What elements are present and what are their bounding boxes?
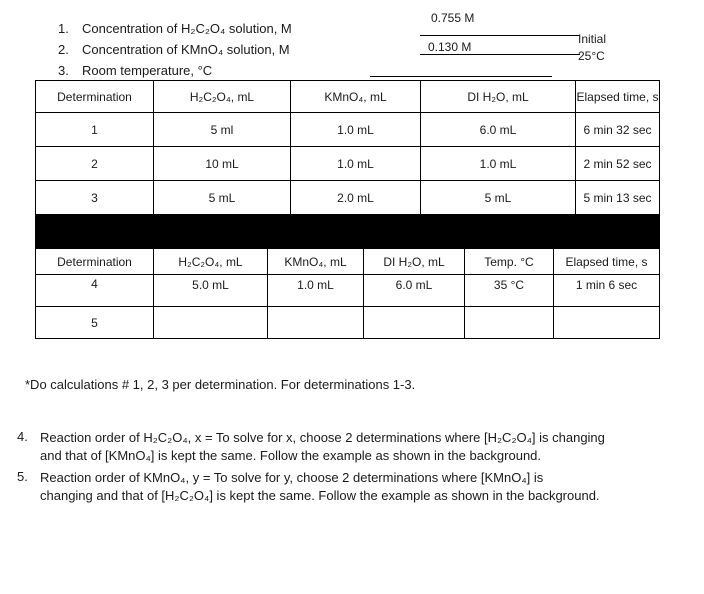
item-3-number: 3. — [58, 63, 69, 78]
table2-header-row — [36, 249, 660, 275]
instruction-5-number: 5. — [17, 469, 28, 484]
table-cell: 1.0 mL — [291, 113, 421, 147]
table-cell: 1 — [36, 113, 154, 147]
instruction-4 — [40, 429, 605, 465]
table2-header-temp: Temp. °C — [465, 249, 554, 275]
table1-header-di-water: DI H₂O, mL — [421, 81, 576, 113]
table1-header-elapsed-time: Elapsed time, s — [576, 81, 660, 113]
table1-header-determination: Determination — [36, 81, 154, 113]
item-1-number: 1. — [58, 21, 69, 36]
table2-header-di-water: DI H₂O, mL — [364, 249, 465, 275]
item-1-label: Concentration of H₂C₂O₄ solution, M — [82, 21, 292, 36]
table-cell: 1.0 mL — [421, 147, 576, 181]
table-cell: 6 min 32 sec — [576, 113, 660, 147]
item-1-answer-line — [420, 35, 580, 36]
table-cell: 5 mL — [421, 181, 576, 215]
instruction-5-line-1: Reaction order of KMnO₄, y = To solve for y, choose 2 determinations where [KMnO₄] is — [40, 470, 544, 485]
instruction-5-line-2: changing and that of [H₂C₂O₄] is kept the same. Follow the example as shown in the background. — [40, 488, 600, 503]
table-cell: 6.0 mL — [364, 275, 465, 307]
table-cell: 5 mL — [154, 181, 291, 215]
table-cell: 1.0 mL — [291, 147, 421, 181]
instruction-5 — [40, 469, 600, 505]
item-1-value: 0.755 M — [431, 11, 475, 25]
item-3-answer-line — [370, 76, 552, 77]
table-cell: 1.0 mL — [268, 275, 364, 307]
table-cell — [554, 307, 660, 339]
table1-header-h2c2o4: H₂C₂O₄, mL — [154, 81, 291, 113]
table-row — [36, 275, 660, 307]
determination-table-1 — [35, 80, 660, 215]
table2-header-kmno4: KMnO₄, mL — [268, 249, 364, 275]
table1-header-row — [36, 81, 660, 113]
table-cell: 1 min 6 sec — [554, 275, 660, 307]
instruction-4-line-2: and that of [KMnO₄] is kept the same. Follow the example as shown in the background. — [40, 448, 542, 463]
table-cell: 5 — [36, 307, 154, 339]
table-cell — [154, 307, 268, 339]
table-row — [36, 147, 660, 181]
table-row — [36, 113, 660, 147]
table1-header-kmno4: KMnO₄, mL — [291, 81, 421, 113]
table-cell: 2.0 mL — [291, 181, 421, 215]
table-cell: 5 ml — [154, 113, 291, 147]
calculation-note: *Do calculations # 1, 2, 3 per determination. For determinations 1-3. — [25, 377, 416, 392]
table-cell — [268, 307, 364, 339]
table-row — [36, 181, 660, 215]
table2-header-elapsed-time: Elapsed time, s — [554, 249, 660, 275]
table-cell: 35 °C — [465, 275, 554, 307]
table2-header-h2c2o4: H₂C₂O₄, mL — [154, 249, 268, 275]
table2-header-determination: Determination — [36, 249, 154, 275]
item-2-answer-line — [420, 54, 580, 55]
table-cell: 2 min 52 sec — [576, 147, 660, 181]
table-row — [36, 307, 660, 339]
table-cell — [465, 307, 554, 339]
initial-label: Initial — [578, 32, 607, 46]
item-2-value: 0.130 M — [428, 40, 472, 54]
table-cell: 2 — [36, 147, 154, 181]
determination-table-2 — [35, 248, 660, 339]
initial-temp: 25°C — [578, 49, 605, 63]
table-cell: 5 min 13 sec — [576, 181, 660, 215]
instruction-4-number: 4. — [17, 429, 28, 444]
table-cell: 10 mL — [154, 147, 291, 181]
table-cell — [364, 307, 465, 339]
table-cell: 5.0 mL — [154, 275, 268, 307]
item-2-number: 2. — [58, 42, 69, 57]
item-2-label: Concentration of KMnO₄ solution, M — [82, 42, 290, 57]
table-cell: 6.0 mL — [421, 113, 576, 147]
item-3-label: Room temperature, °C — [82, 63, 213, 78]
black-separator-bar — [35, 214, 660, 248]
table-cell: 4 — [36, 275, 154, 307]
instruction-4-line-1: Reaction order of H₂C₂O₄, x = To solve for x, choose 2 determinations where [H₂C₂O₄] is changing — [40, 430, 605, 445]
table-cell: 3 — [36, 181, 154, 215]
